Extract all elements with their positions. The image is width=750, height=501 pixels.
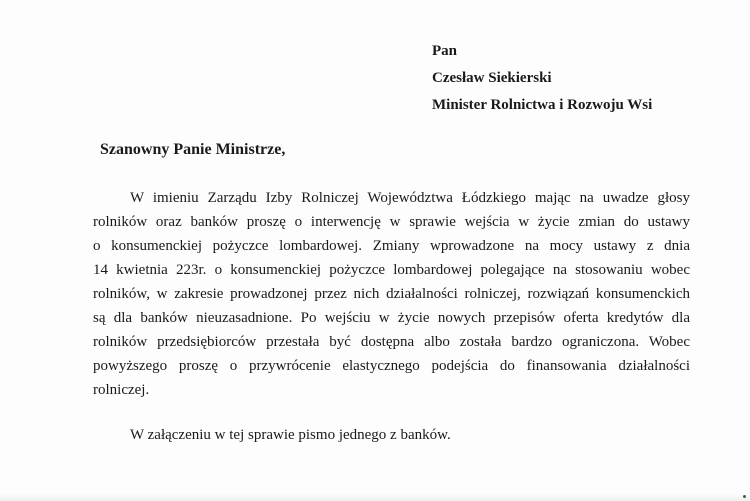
body-line: rolników, w zakresie prowadzonej przez nich działalności rolniczej, rozwiązań konsumenckich bbox=[93, 286, 690, 302]
body-line: W imieniu Zarządu Izby Rolniczej Województwa Łódzkiego mając na uwadze głosy bbox=[130, 190, 690, 206]
letter-body bbox=[93, 186, 690, 402]
salutation: Szanowny Panie Ministrze, bbox=[100, 141, 286, 158]
body-line: rolników oraz banków proszę o interwencję w sprawie wejścia w życie zmian do ustawy bbox=[93, 214, 690, 230]
body-line: o konsumenckiej pożyczce lombardowej. Zmiany wprowadzone na mocy ustawy z dnia bbox=[93, 238, 690, 254]
addressee-block bbox=[432, 38, 652, 119]
addressee-title: Pan bbox=[432, 43, 458, 59]
body-line: rolniczej. bbox=[93, 382, 150, 398]
body-line: powyższego proszę o przywrócenie elastycznego podejścia do finansowania działalności bbox=[93, 358, 690, 374]
addressee-name: Czesław Siekierski bbox=[432, 70, 552, 86]
scan-dot bbox=[743, 495, 746, 498]
body-line: są dla banków nieuzasadnione. Po wejściu w życie nowych przepisów oferta kredytów dla bbox=[93, 310, 690, 326]
body-line: rolników przedsiębiorców przestała być dostępna albo została bardzo ograniczona. Wobec bbox=[93, 334, 690, 350]
body-line: 14 kwietnia 223r. o konsumenckiej pożyczce lombardowej polegające na stosowaniu wobec bbox=[93, 262, 690, 278]
scan-shadow bbox=[0, 493, 750, 501]
addressee-position: Minister Rolnictwa i Rozwoju Wsi bbox=[432, 97, 653, 113]
attachment-note: W załączeniu w tej sprawie pismo jednego z banków. bbox=[130, 427, 451, 443]
